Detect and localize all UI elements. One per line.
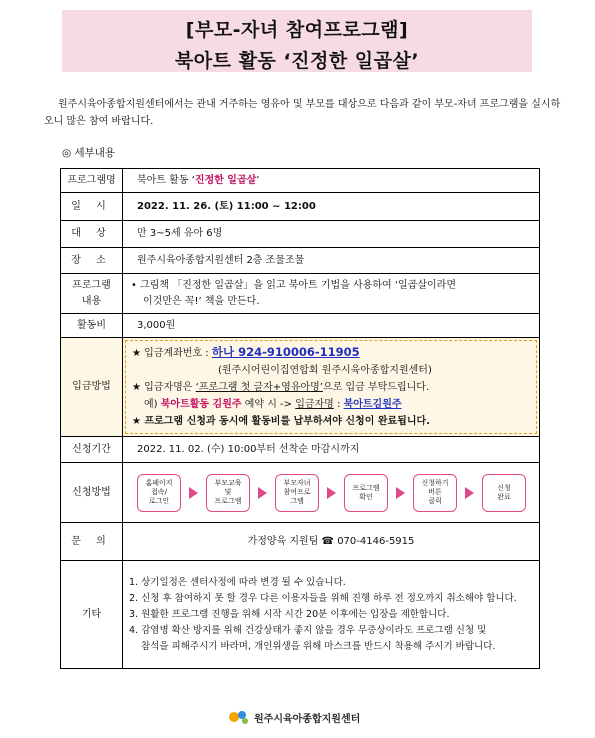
title-line-2: 북아트 활동 ‘진정한 일곱살’ [174, 50, 420, 72]
label-payment: 입금방법 [61, 338, 123, 437]
row-inquiry [61, 523, 540, 561]
step-1: 홈페이지 접속/ 로그인 [137, 474, 181, 512]
program-highlight: 진정한 일곱살 [194, 174, 257, 186]
value-program-name [123, 169, 540, 193]
label-method: 신청방법 [61, 463, 123, 523]
program-suffix: ’ [256, 174, 260, 186]
depositor-suffix: 으로 입금 부탁드립니다. [322, 382, 430, 393]
account-holder: (원주시어린이집연합회 원주시육아종합지원센터) [218, 365, 432, 376]
note-1: 1. 상기일정은 센터사정에 따라 변경 될 수 있습니다. [129, 576, 346, 588]
title-box [62, 10, 532, 72]
value-content [123, 274, 540, 314]
label-fee: 활동비 [61, 314, 123, 338]
intro-text: 원주시육아종합지원센터에서는 관내 거주하는 영유아 및 부모를 대상으로 다음과 같이 부모-자녀 프로그램을 실시하오니 많은 참여 바랍니다. [44, 99, 561, 127]
label-content [61, 274, 123, 314]
value-method [123, 463, 540, 523]
info-table [60, 168, 540, 669]
title-line-1: [부모-자녀 참여프로그램] [185, 19, 409, 41]
row-period [61, 437, 540, 463]
example-name: 북아트김원주 [343, 399, 402, 410]
account-line [132, 344, 530, 362]
label-datetime: 일 시 [61, 193, 123, 221]
example-prefix: 예) [144, 399, 161, 410]
org-logo-icon [228, 708, 250, 726]
step-2: 부모교육 및 프로그램 [206, 474, 250, 512]
content-line-1: • 그림책 「진정한 일곱살」을 읽고 북아트 기법을 사용하여 ‘일곱살이라면 [131, 279, 456, 291]
depositor-line [132, 379, 530, 396]
step-6: 신청 완료 [482, 474, 526, 512]
note-3: 3. 원활한 프로그램 진행을 위해 시작 시간 20분 이후에는 입장을 제한합니다. [129, 608, 450, 620]
row-payment [61, 338, 540, 437]
note-4: 4. 감염병 확산 방지를 위해 건강상태가 좋지 않을 경우 무증상이라도 프로그램 신청 및 [129, 624, 487, 636]
depositor-prefix: ★ 입금자명은 [132, 382, 196, 393]
value-target: 만 3~5세 유아 6명 [123, 221, 540, 248]
example-label: 입금자명 [295, 399, 334, 410]
row-datetime [61, 193, 540, 221]
row-fee [61, 314, 540, 338]
steps-flow [123, 470, 539, 516]
value-inquiry: 가정양육 지원팀 ☎ 070-4146-5915 [123, 523, 540, 561]
row-method [61, 463, 540, 523]
label-place: 장 소 [61, 248, 123, 274]
example-line [132, 396, 530, 413]
value-fee: 3,000원 [123, 314, 540, 338]
label-period: 신청기간 [61, 437, 123, 463]
arrow-icon [327, 487, 336, 499]
footer-org: 원주시육아종합지원센터 [254, 713, 361, 725]
label-program-name: 프로그램명 [61, 169, 123, 193]
label-content-2: 내용 [81, 295, 102, 307]
label-target: 대 상 [61, 221, 123, 248]
value-datetime: 2022. 11. 26. (토) 11:00 ~ 12:00 [123, 193, 540, 221]
payment-box [125, 340, 537, 434]
step-5: 신청하기 버튼 클릭 [413, 474, 457, 512]
step-3: 부모자녀 참여프로 그램 [275, 474, 319, 512]
row-etc [61, 561, 540, 669]
value-place: 원주시육아종합지원센터 2층 조물조물 [123, 248, 540, 274]
footer [228, 708, 360, 726]
program-prefix: 북아트 활동 ‘ [137, 174, 195, 186]
note-4-cont: 참석을 피해주시기 바라며, 개인위생을 위해 마스크를 반드시 착용해 주시기 바랍니다. [141, 640, 496, 652]
content-line-2: 이것만은 꼭!’ 책을 만든다. [143, 295, 260, 307]
arrow-icon [465, 487, 474, 499]
row-place [61, 248, 540, 274]
payment-notice: ★ 프로그램 신청과 동시에 활동비를 납부하셔야 신청이 완료됩니다. [132, 416, 430, 427]
label-content-1: 프로그램 [72, 279, 111, 291]
label-etc: 기타 [61, 561, 123, 669]
arrow-icon [258, 487, 267, 499]
account-prefix: ★ 입금계좌번호 : [132, 348, 212, 359]
arrow-icon [396, 487, 405, 499]
section-label: ◎ 세부내용 [62, 147, 116, 159]
label-inquiry: 문 의 [61, 523, 123, 561]
value-payment [123, 338, 540, 437]
value-period: 2022. 11. 02. (수) 10:00부터 선착순 마감시까지 [123, 437, 540, 463]
row-program-name [61, 169, 540, 193]
account-number: 하나 924-910006-11905 [211, 345, 360, 359]
row-target [61, 221, 540, 248]
example-reserve: 북아트활동 김원주 [160, 399, 242, 410]
value-etc [123, 561, 540, 669]
example-colon: : [333, 399, 344, 410]
arrow-icon [189, 487, 198, 499]
note-2: 2. 신청 후 참여하지 못 할 경우 다른 이용자들을 위해 진행 하루 전 정오까지 취소해야 합니다. [129, 592, 517, 604]
depositor-rule: ‘프로그램 첫 글자+영유아명’ [195, 382, 323, 393]
notes-list [123, 567, 539, 663]
row-content [61, 274, 540, 314]
step-4: 프로그램 확인 [344, 474, 388, 512]
example-middle: 예약 시 -> [241, 399, 296, 410]
